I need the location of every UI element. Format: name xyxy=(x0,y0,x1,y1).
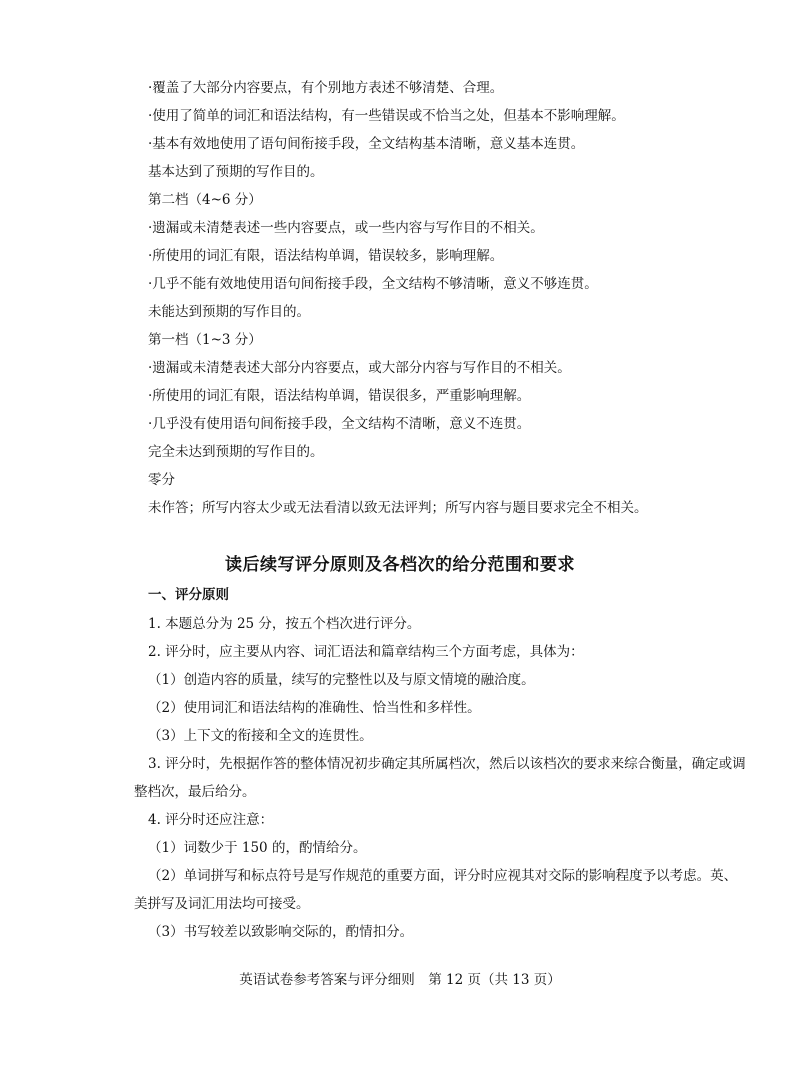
rubric-line: ·遗漏或未清楚表述一些内容要点，或一些内容与写作目的不相关。 xyxy=(148,220,544,236)
principle-line: 2. 评分时，应主要从内容、词汇语法和篇章结构三个方面考虑，具体为： xyxy=(148,644,584,660)
principle-line: 美拼写及词汇用法均可接受。 xyxy=(134,896,310,912)
rubric-line: ·几乎不能有效地使用语句间衔接手段，全文结构不够清晰，意义不够连贯。 xyxy=(148,276,598,292)
principle-line: （2）单词拼写和标点符号是写作规范的重要方面，评分时应视其对交际的影响程度予以考虑。英、 xyxy=(148,868,738,884)
rubric-line: ·覆盖了大部分内容要点，有个别地方表述不够清楚、合理。 xyxy=(148,80,504,96)
principle-line: （1）创造内容的质量，续写的完整性以及与原文情境的融洽度。 xyxy=(148,672,535,688)
band-heading: 第二档（4~6 分） xyxy=(148,192,262,208)
section-subtitle: 一、评分原则 xyxy=(148,587,229,603)
principle-line: （2）使用词汇和语法结构的准确性、恰当性和多样性。 xyxy=(148,700,481,716)
principle-line: 4. 评分时还应注意： xyxy=(148,812,274,828)
band-heading: 零分 xyxy=(148,472,175,488)
rubric-line: 完全未达到预期的写作目的。 xyxy=(148,444,324,460)
rubric-line: ·所使用的词汇有限，语法结构单调，错误较多，影响理解。 xyxy=(148,248,504,264)
principle-line: （3）上下文的衔接和全文的连贯性。 xyxy=(148,728,373,744)
rubric-line: ·基本有效地使用了语句间衔接手段，全文结构基本清晰，意义基本连贯。 xyxy=(148,136,585,152)
band-heading: 第一档（1~3 分） xyxy=(148,332,262,348)
principle-line: 3. 评分时，先根据作答的整体情况初步确定其所属档次，然后以该档次的要求来综合衡量，确定或调 xyxy=(148,756,746,772)
rubric-line: ·遗漏或未清楚表述大部分内容要点，或大部分内容与写作目的不相关。 xyxy=(148,360,571,376)
rubric-line: 未作答；所写内容太少或无法看清以致无法评判；所写内容与题目要求完全不相关。 xyxy=(148,500,648,516)
principle-line: 1. 本题总分为 25 分，按五个档次进行评分。 xyxy=(148,616,421,632)
principle-line: （3）书写较差以致影响交际的，酌情扣分。 xyxy=(148,924,414,940)
principle-line: 整档次，最后给分。 xyxy=(134,784,256,800)
page-footer: 英语试卷参考答案与评分细则 第 12 页（共 13 页） xyxy=(239,972,561,988)
rubric-line: ·几乎没有使用语句间衔接手段，全文结构不清晰，意义不连贯。 xyxy=(148,416,531,432)
rubric-line: ·所使用的词汇有限，语法结构单调，错误很多，严重影响理解。 xyxy=(148,388,531,404)
rubric-line: 基本达到了预期的写作目的。 xyxy=(148,164,324,180)
section-title: 读后续写评分原则及各档次的给分范围和要求 xyxy=(225,555,575,575)
principle-line: （1）词数少于 150 的，酌情给分。 xyxy=(148,840,367,856)
rubric-line: 未能达到预期的写作目的。 xyxy=(148,304,310,320)
rubric-line: ·使用了简单的词汇和语法结构，有一些错误或不恰当之处，但基本不影响理解。 xyxy=(148,108,625,124)
